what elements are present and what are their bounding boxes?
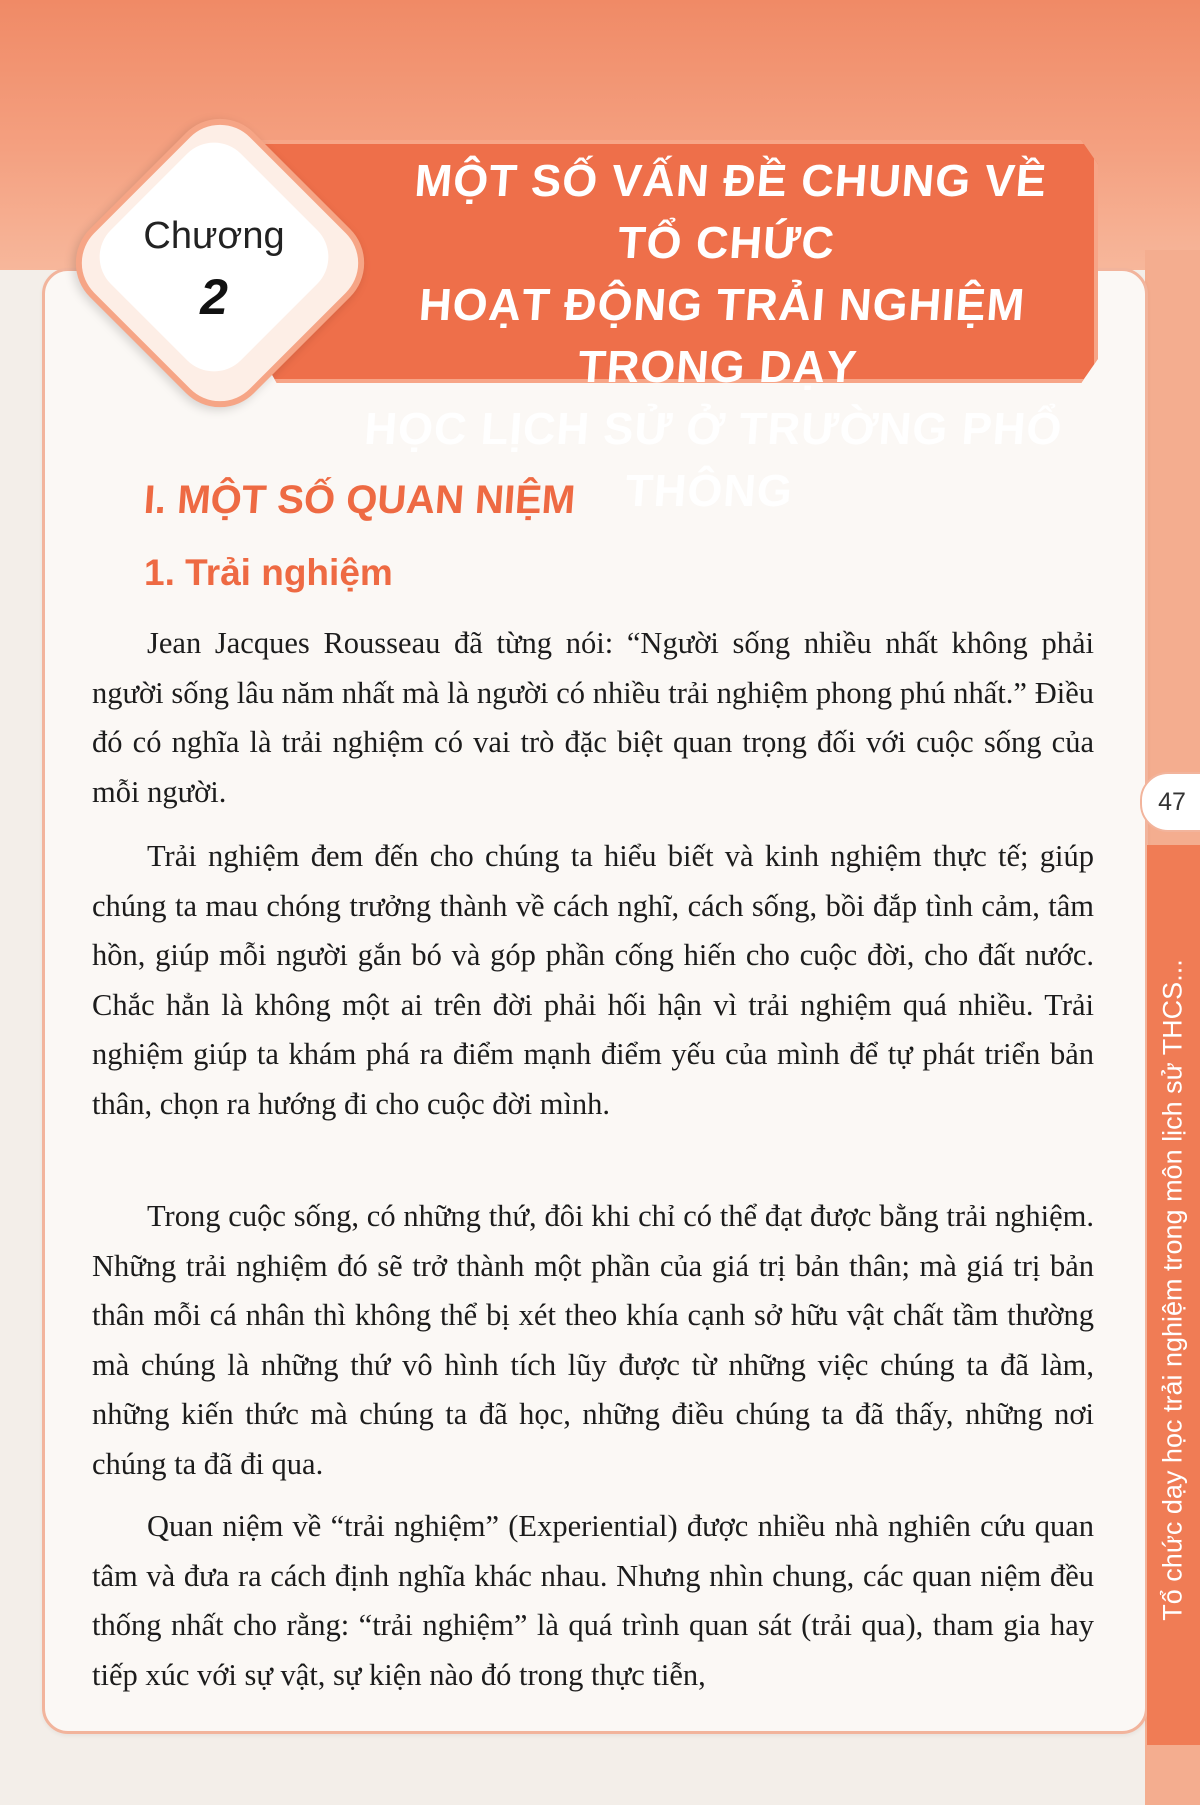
chapter-label: Chương [143,215,285,257]
body-paragraph: Trong cuộc sống, có những thứ, đôi khi chỉ có thể đạt được bằng trải nghiệm. Những trải nghiệm đó sẽ trở thành một phần của giá trị bản thân; mà giá trị bản thân mỗi cá nhân thì không thể bị xét theo khía cạnh sở hữu vật chất tầm thường mà chúng là những thứ vô hình tích lũy được từ những việc chúng ta đã làm, những kiến thức mà chúng ta đã học, những điều chúng ta đã thấy, những nơi chúng ta đã đi qua. [92,1199,1094,1481]
chapter-title-line: MỘT SỐ VẤN ĐỀ CHUNG VỀ TỔ CHỨC [413,155,1049,268]
chapter-number: 2 [200,269,228,325]
subsection-heading: 1. Trải nghiệm [144,552,393,593]
chapter-title [357,150,1083,522]
chapter-title-line: HỌC LỊCH SỬ Ở TRƯỜNG PHỔ THÔNG [362,403,1065,516]
running-title: Tổ chức dạy học trải nghiệm trong môn lịch sử THCS... [1157,959,1188,1621]
page-number: 47 [1140,772,1200,832]
section-heading: I. MỘT SỐ QUAN NIỆM [142,478,577,522]
body-paragraph: Quan niệm về “trải nghiệm” (Experiential) được nhiều nhà nghiên cứu quan tâm và đưa ra cách định nghĩa khác nhau. Nhưng nhìn chung, các quan niệm đều thống nhất cho rằng: “trải nghiệm” là quá trình quan sát (trải qua), tham gia hay tiếp xúc với sự vật, sự kiện nào đó trong thực tiễn, [92,1509,1094,1692]
chapter-title-line: HOẠT ĐỘNG TRẢI NGHIỆM TRONG DẠY [417,279,1027,392]
body-paragraph: Trải nghiệm đem đến cho chúng ta hiểu biết và kinh nghiệm thực tế; giúp chúng ta mau chóng trưởng thành về cách nghĩ, cách sống, bồi đắp tình cảm, tâm hồn, giúp mỗi người gắn bó và góp phần cống hiến cho cuộc đời, cho đất nước. Chắc hẳn là không một ai trên đời phải hối hận vì trải nghiệm quá nhiều. Trải nghiệm giúp ta khám phá ra điểm mạnh điểm yếu của mình để tự phát triển bản thân, chọn ra hướng đi cho cuộc đời mình. [92,839,1094,1121]
body-paragraph: Jean Jacques Rousseau đã từng nói: “Người sống nhiều nhất không phải người sống lâu năm nhất mà là người có nhiều trải nghiệm phong phú nhất.” Điều đó có nghĩa là trải nghiệm có vai trò đặc biệt quan trọng đối với cuộc sống của mỗi người. [92,626,1094,809]
